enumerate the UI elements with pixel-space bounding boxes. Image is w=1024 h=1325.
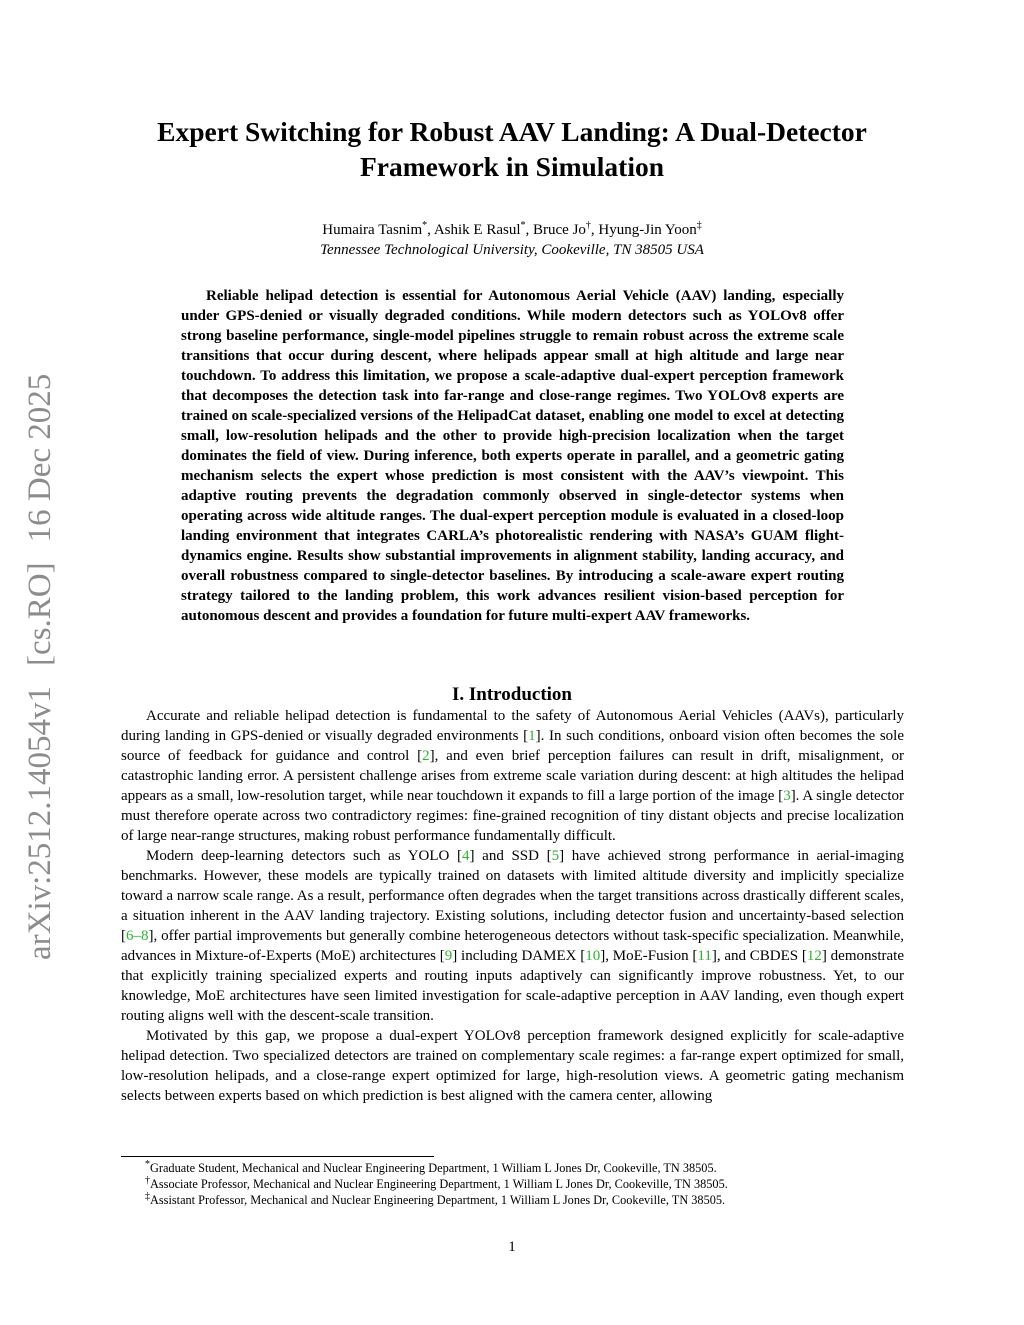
- footnote: [145, 1160, 905, 1176]
- citation-link[interactable]: 6–8: [126, 928, 149, 944]
- citation-link[interactable]: 1: [528, 728, 536, 744]
- citation-link[interactable]: 12: [806, 948, 822, 964]
- arxiv-watermark: [10, 370, 70, 960]
- footnote-text: Associate Professor, Mechanical and Nuclear Engineering Department, 1 William L Jones Dr, Cookeville, TN 38505.: [150, 1177, 728, 1191]
- paragraph-text: ] demonstrate that explicitly training specialized experts and routing inputs adaptively can significantly improve robustness. Yet, to our knowledge, MoE architectures have seen limited investigation for scale-adaptive perception in AAV landing, even though expert routing aligns well with the descent-scale transition.: [121, 948, 904, 1024]
- footnote-text: Assistant Professor, Mechanical and Nuclear Engineering Department, 1 William L Jones Dr, Cookeville, TN 38505.: [150, 1193, 726, 1207]
- author-block: [120, 220, 904, 260]
- citation-link[interactable]: 4: [462, 848, 470, 864]
- author-mark: ‡: [696, 220, 702, 231]
- paragraph-3: Motivated by this gap, we propose a dual-expert YOLOv8 perception framework designed explicitly for scale-adaptive helipad detection. Two specialized detectors are trained on complementary scale regimes: a far-range expert optimized for small, low-resolution helipads, and a close-range expert optimized for large, high-resolution views. A geometric gating mechanism selects between experts based on which prediction is best aligned with the camera center, allowing: [121, 1028, 904, 1104]
- footnote-rule: [121, 1156, 434, 1157]
- paragraph-text: Accurate and reliable helipad detection is fundamental to the safety of Autonomous Aerial Vehicles (AAVs), particularly during landing in GPS-denied or visually degraded environments [: [121, 708, 904, 744]
- paragraph-text: ]. A single detector must therefore operate across two contradictory regimes: fine-grained recognition of tiny distant objects and precise localization of large near-range structures, making robust performance fundamentally difficult.: [121, 788, 904, 844]
- author-separator: ,: [427, 222, 434, 238]
- author-name: Humaira Tasnim: [322, 222, 423, 238]
- author-mark: *: [422, 220, 428, 231]
- author-name: Hyung-Jin Yoon: [598, 222, 697, 238]
- affiliation: Tennessee Technological University, Cookeville, TN 38505 USA: [320, 242, 704, 258]
- paragraph-text: ]. In such conditions, onboard vision often becomes the sole source of feedback for guidance and control [: [121, 728, 904, 764]
- title-line-1: Expert Switching for Robust AAV Landing: A Dual-Detector: [157, 116, 867, 147]
- author-separator: ,: [590, 222, 599, 238]
- footnote-mark: *: [145, 1158, 150, 1170]
- author-name: Bruce Jo: [533, 222, 586, 238]
- arxiv-id: arXiv:2512.14054v1: [21, 685, 58, 960]
- footnote: [145, 1176, 905, 1192]
- paper-title: [120, 114, 904, 184]
- paragraph-text: ], offer partial improvements but generally combine heterogeneous detectors without task-specific specialization. Meanwhile, advances in Mixture-of-Experts (MoE) architectures [: [121, 928, 904, 964]
- paragraph-text: ], MoE-Fusion [: [600, 948, 698, 964]
- paragraph-text: ] and SSD [: [469, 848, 552, 864]
- footnote: [145, 1192, 905, 1208]
- arxiv-date: 16 Dec 2025: [21, 373, 58, 543]
- paragraph-1: [121, 706, 904, 846]
- section-body: [121, 706, 904, 1106]
- abstract: Reliable helipad detection is essential for Autonomous Aerial Vehicle (AAV) landing, especially under GPS-denied or visually degraded conditions. While modern detectors such as YOLOv8 offer strong baseline performance, single-model pipelines struggle to remain robust across the extreme scale transitions that occur during descent, where helipads appear small at high altitude and large near touchdown. To address this limitation, we propose a scale-adaptive dual-expert perception framework that decomposes the detection task into far-range and close-range regimes. Two YOLOv8 experts are trained on scale-specialized versions of the HelipadCat dataset, enabling one model to excel at detecting small, low-resolution helipads and the other to provide high-precision localization when the target dominates the field of view. During inference, both experts operate in parallel, and a geometric gating mechanism selects the expert whose prediction is most consistent with the AAV’s viewpoint. This adaptive routing prevents the degradation commonly observed in single-detector systems when operating across wide altitude ranges. The dual-expert perception module is evaluated in a closed-loop landing environment that integrates CARLA’s photorealistic rendering with NASA’s GUAM flight-dynamics engine. Results show substantial improvements in alignment stability, landing accuracy, and overall robustness compared to single-detector baselines. By introducing a scale-aware expert routing strategy tailored to the landing problem, this work advances resilient vision-based perception for autonomous descent and provides a foundation for future multi-expert AAV frameworks.: [181, 288, 844, 624]
- citation-link[interactable]: 10: [585, 948, 601, 964]
- citation-link[interactable]: 2: [422, 748, 430, 764]
- paragraph-text: ], and even brief perception failures can result in drift, misalignment, or catastrophic landing error. A persistent challenge arises from extreme scale variation during descent: at high altitudes the helipad appears as a small, low-resolution target, while near touchdown it expands to fill a large portion of the image [: [121, 748, 904, 804]
- paragraph-2: [121, 846, 904, 1026]
- author-name: Ashik E Rasul: [433, 222, 521, 238]
- paragraph-text: Modern deep-learning detectors such as YOLO [: [146, 848, 463, 864]
- footnotes: [145, 1160, 905, 1208]
- author-list: [120, 220, 904, 240]
- section-heading: I. Introduction: [451, 684, 572, 705]
- author-mark: *: [520, 220, 526, 231]
- footnote-mark: ‡: [145, 1190, 150, 1202]
- page-number: 1: [508, 1239, 516, 1255]
- paragraph-text: ] have achieved strong performance in aerial-imaging benchmarks. However, these models are typically trained on datasets with limited altitude diversity and implicitly specialize toward a narrow scale range. As a result, performance often degrades when the target transitions across drastically different scales, a situation inherent in the AAV landing trajectory. Existing solutions, including detector fusion and uncertainty-based selection [: [121, 848, 904, 944]
- citation-link[interactable]: 5: [551, 848, 560, 864]
- paragraph-text: ], and CBDES [: [711, 948, 807, 964]
- citation-link[interactable]: 9: [444, 948, 453, 964]
- footnote-mark: †: [145, 1174, 150, 1186]
- author-separator: ,: [525, 222, 533, 238]
- paragraph-text: ] including DAMEX [: [452, 948, 586, 964]
- author-mark: †: [585, 220, 591, 231]
- title-line-2: Framework in Simulation: [359, 151, 665, 182]
- footnote-text: Graduate Student, Mechanical and Nuclear Engineering Department, 1 William L Jones Dr, Cookeville, TN 38505.: [150, 1161, 717, 1175]
- citation-link[interactable]: 11: [697, 948, 712, 964]
- arxiv-category: [cs.RO]: [21, 562, 58, 666]
- citation-link[interactable]: 3: [783, 788, 791, 804]
